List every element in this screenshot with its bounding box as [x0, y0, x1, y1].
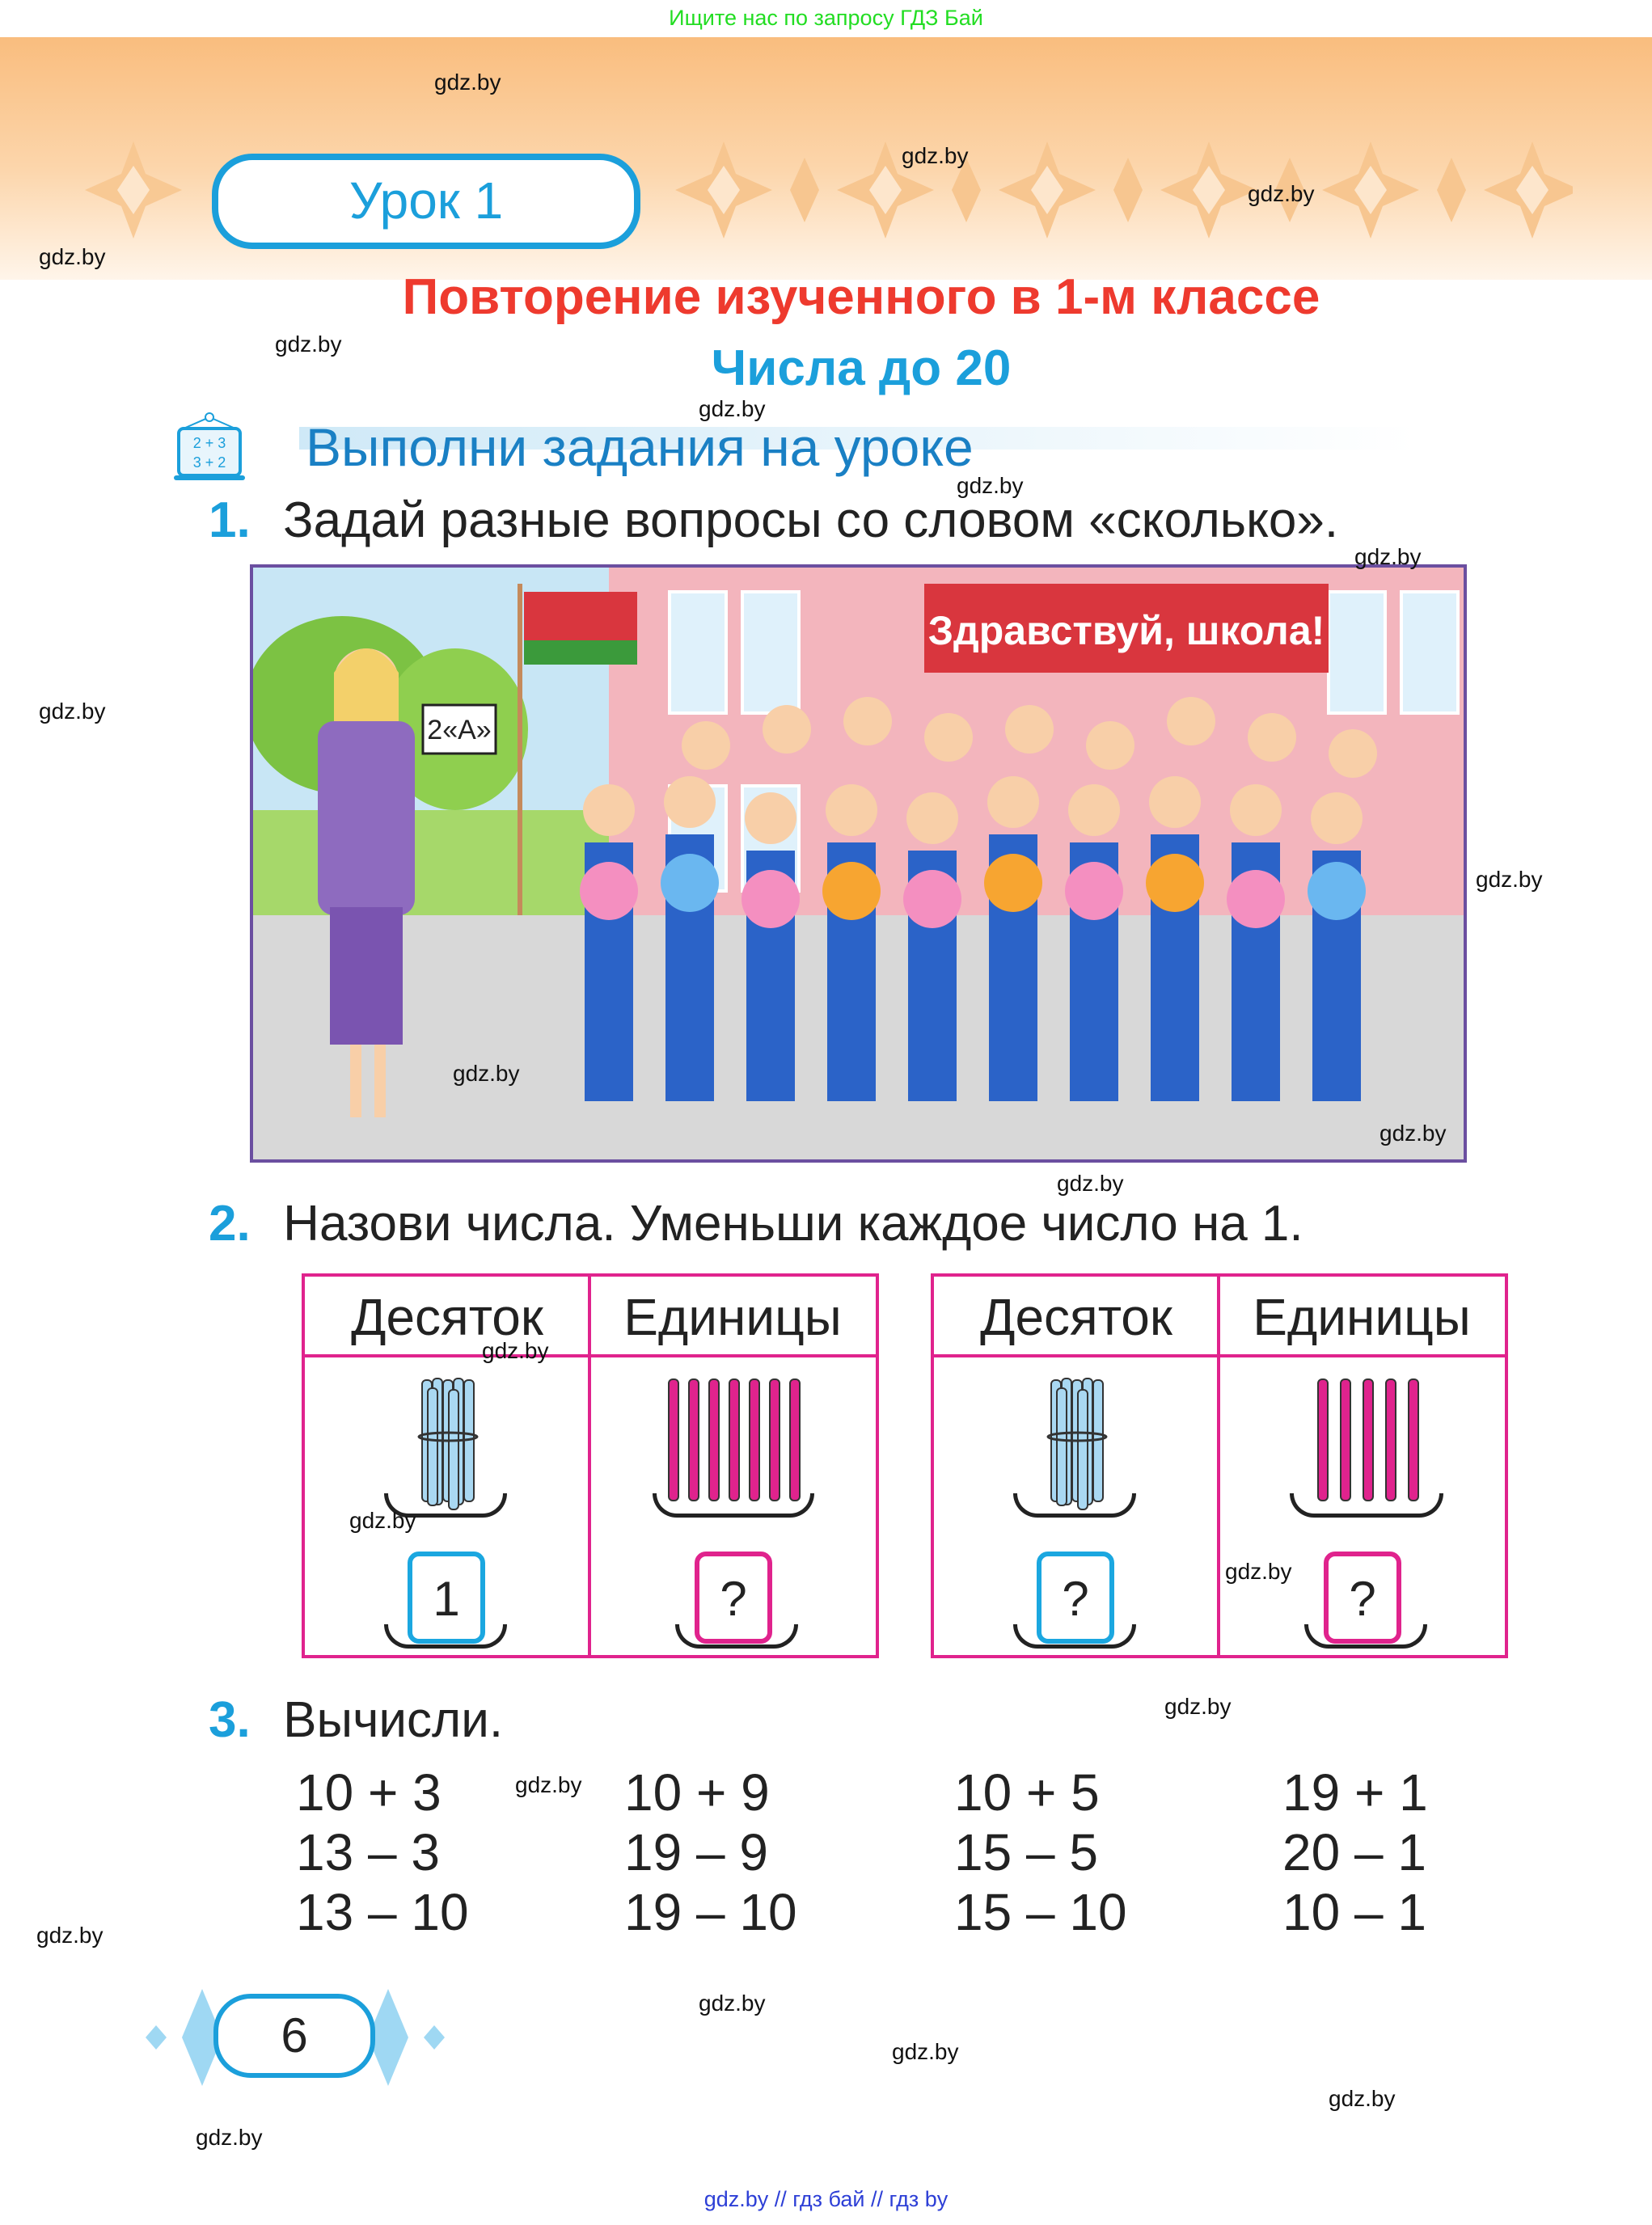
- school-illustration: [250, 564, 1467, 1163]
- watermark: gdz.by: [482, 1338, 549, 1363]
- unit-sticks-icon: [1310, 1375, 1423, 1505]
- watermark: gdz.by: [699, 396, 766, 421]
- cradle-icon: [675, 1624, 798, 1649]
- watermark: gdz.by: [1164, 1694, 1232, 1719]
- task-text: Задай разные вопросы со словом «сколько».: [283, 492, 1339, 548]
- task-text: Назови числа. Уменьши каждое число на 1.: [283, 1196, 1303, 1252]
- watermark: gdz.by: [39, 244, 106, 269]
- units-digit-box[interactable]: ?: [1324, 1552, 1401, 1644]
- expressions-column-1: [296, 1763, 469, 1942]
- watermark: gdz.by: [1329, 2086, 1396, 2111]
- watermark: gdz.by: [434, 70, 501, 95]
- ornament-band-icon: [675, 141, 1573, 239]
- expression: 13 – 3: [296, 1823, 440, 1881]
- expressions-column-3: [954, 1763, 1127, 1942]
- page-subtitle: Числа до 20: [711, 340, 1012, 396]
- school-scene-image: [253, 568, 1464, 1159]
- header-units: Единицы: [589, 1277, 876, 1357]
- task-text: Вычисли.: [283, 1692, 504, 1748]
- watermark: gdz.by: [892, 2039, 959, 2064]
- svg-text:2 + 3: 2 + 3: [192, 435, 226, 451]
- page-title: Повторение изученного в 1-м классе: [402, 269, 1320, 325]
- unit-sticks-icon: [661, 1375, 806, 1505]
- footer-links[interactable]: gdz.by // гдз бай // гдз by: [703, 2187, 949, 2211]
- watermark: gdz.by: [196, 2125, 263, 2150]
- header-tens: Десяток: [305, 1277, 589, 1357]
- expression: 10 – 1: [1282, 1883, 1426, 1941]
- watermark: gdz.by: [1354, 544, 1422, 569]
- watermark: gdz.by: [453, 1061, 520, 1086]
- tens-digit-box[interactable]: ?: [1037, 1552, 1114, 1644]
- expressions-column-2: [624, 1763, 797, 1942]
- watermark: gdz.by: [1057, 1171, 1124, 1196]
- expression: 10 + 5: [954, 1763, 1100, 1822]
- watermark: gdz.by: [902, 143, 969, 168]
- expression: 13 – 10: [296, 1883, 469, 1941]
- header-tens: Десяток: [934, 1277, 1219, 1357]
- section-title: Выполни задания на уроке: [306, 417, 974, 477]
- ornament-icon: [85, 141, 182, 239]
- cradle-icon: [1290, 1493, 1443, 1518]
- watermark: gdz.by: [1476, 867, 1543, 892]
- page-number: 6: [213, 1994, 375, 2078]
- blackboard-icon: [172, 411, 247, 483]
- task-1: [209, 492, 1338, 549]
- expression: 10 + 9: [624, 1763, 770, 1822]
- watermark: gdz.by: [349, 1508, 416, 1533]
- cradle-icon: [384, 1624, 507, 1649]
- watermark: gdz.by: [957, 473, 1024, 498]
- expression: 15 – 10: [954, 1883, 1127, 1941]
- watermark: gdz.by: [699, 1991, 766, 2016]
- top-notice: Ищите нас по запросу ГДЗ Бай: [0, 0, 1652, 37]
- watermark: gdz.by: [515, 1772, 582, 1797]
- watermark: gdz.by: [36, 1923, 104, 1948]
- expression: 19 – 9: [624, 1823, 768, 1881]
- expression: 19 – 10: [624, 1883, 797, 1941]
- units-digit-box[interactable]: ?: [695, 1552, 772, 1644]
- place-value-table-2: [931, 1273, 1508, 1658]
- expression: 15 – 5: [954, 1823, 1098, 1881]
- cradle-icon: [1013, 1493, 1136, 1518]
- expression: 20 – 1: [1282, 1823, 1426, 1881]
- svg-text:2«А»: 2«А»: [427, 715, 492, 745]
- task-3: [209, 1691, 503, 1749]
- svg-text:Здравствуй, школа!: Здравствуй, школа!: [927, 608, 1325, 653]
- watermark: gdz.by: [39, 699, 106, 724]
- task-number: 2.: [209, 1196, 251, 1252]
- watermark: gdz.by: [1248, 181, 1315, 206]
- lesson-label: Урок 1: [212, 154, 640, 249]
- svg-text:3 + 2: 3 + 2: [192, 454, 226, 471]
- tens-digit-box: 1: [408, 1552, 485, 1644]
- expression: 19 + 1: [1282, 1763, 1428, 1822]
- watermark: gdz.by: [275, 331, 342, 357]
- cradle-icon: [1013, 1624, 1136, 1649]
- cradle-icon: [1304, 1624, 1427, 1649]
- expressions-column-4: [1282, 1763, 1428, 1942]
- cradle-icon: [653, 1493, 814, 1518]
- task-2: [209, 1195, 1303, 1252]
- watermark: gdz.by: [1225, 1559, 1292, 1584]
- watermark: gdz.by: [1379, 1121, 1447, 1146]
- header-units: Единицы: [1219, 1277, 1505, 1357]
- task-number: 3.: [209, 1692, 251, 1748]
- expression: 10 + 3: [296, 1763, 442, 1822]
- task-number: 1.: [209, 492, 251, 548]
- place-value-table-1: [302, 1273, 879, 1658]
